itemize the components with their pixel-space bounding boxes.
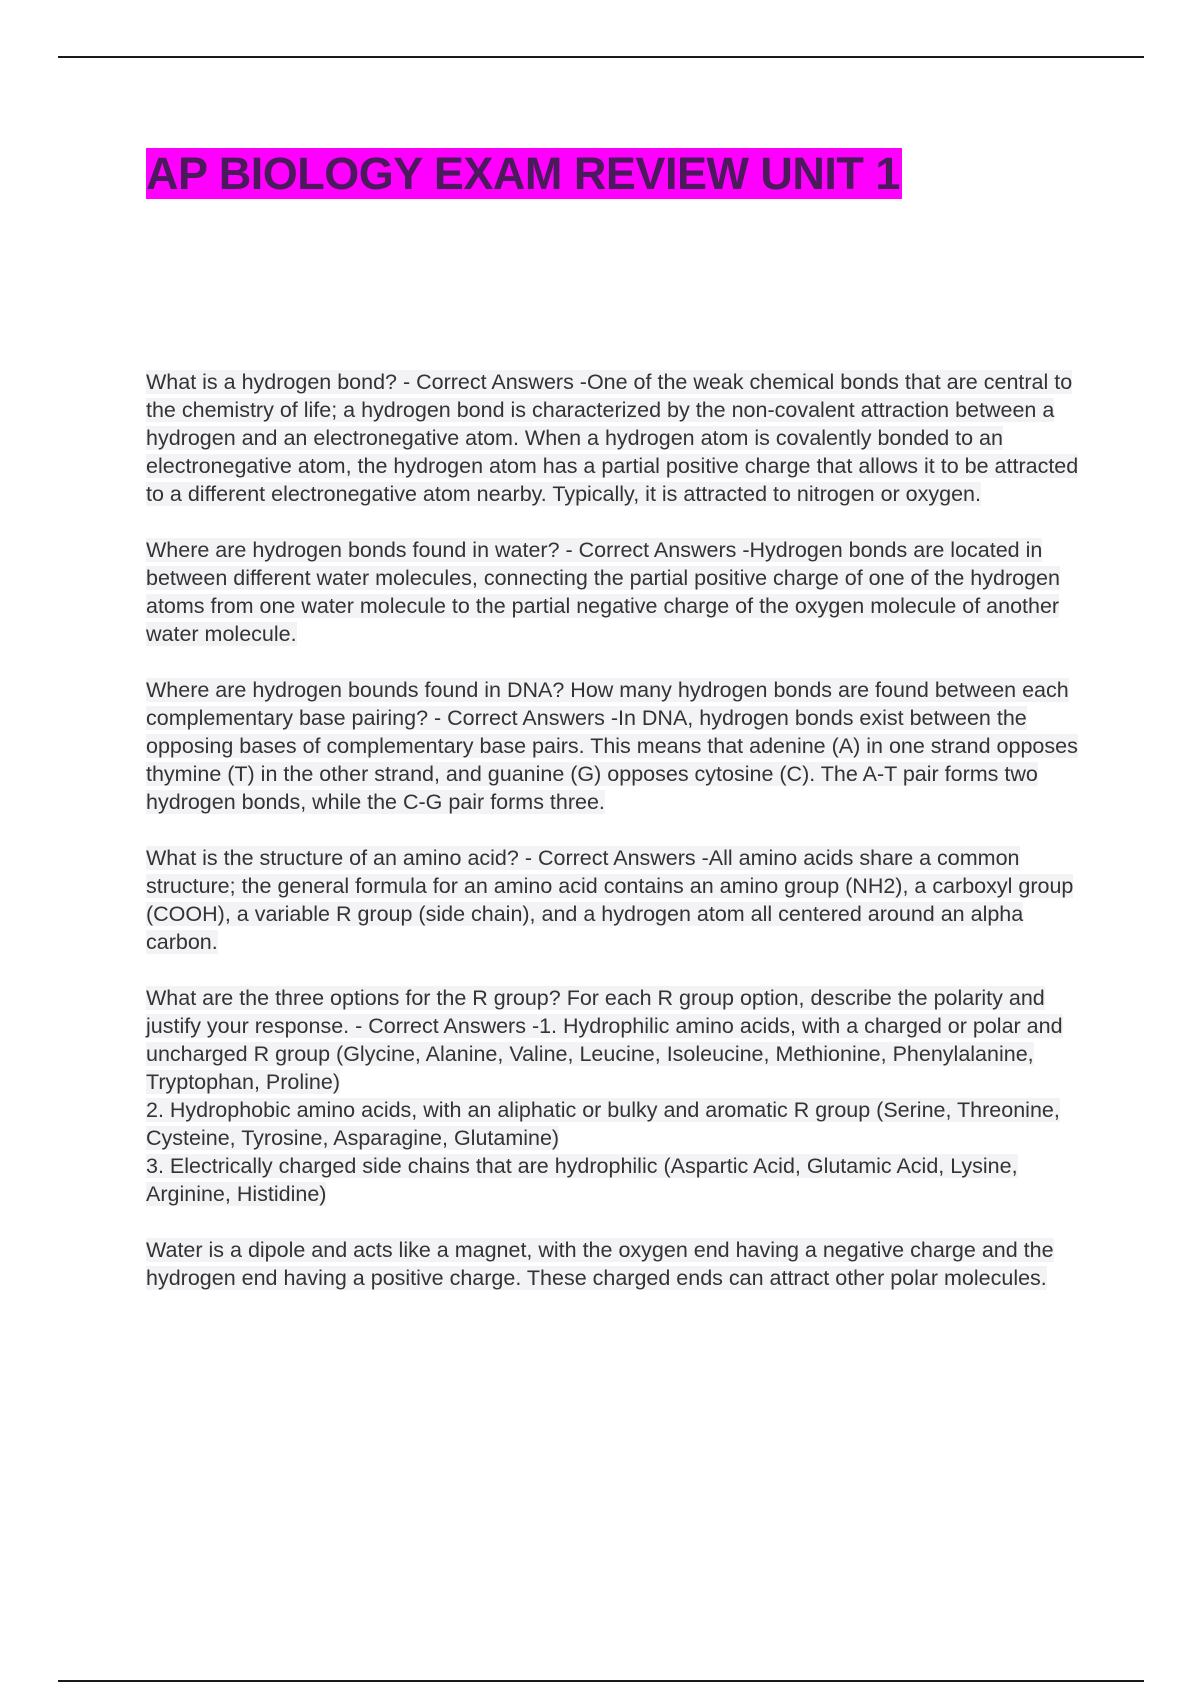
qa-text: [146, 1096, 1096, 1152]
qa-text: Water is a dipole and acts like a magnet, with the oxygen end having a negative charge and the hydrogen end having a positive charge. These charged ends can attract other polar molecules.: [146, 1238, 1054, 1290]
qa-line: 3. Electrically charged side chains that are hydrophilic (Aspartic Acid, Glutamic Acid, Lysine, Arginine, Histidine): [146, 1154, 1018, 1206]
page-title: [146, 148, 902, 200]
title-highlight: AP BIOLOGY EXAM REVIEW UNIT 1: [146, 148, 900, 199]
qa-entry-hydrogen-bonds-dna: [146, 676, 1096, 816]
qa-entry-r-group-options: [146, 984, 1096, 1208]
qa-text: What is the structure of an amino acid? - Correct Answers -All amino acids share a common structure; the general formula for an amino acid contains an amino group (NH2), a carboxyl group (COOH), a variable R group (side chain), and a hydrogen atom all centered around an alpha carbon.: [146, 846, 1074, 954]
qa-entry-water-dipole: [146, 1236, 1096, 1292]
qa-text: [146, 1152, 1096, 1208]
qa-entry-hydrogen-bond: [146, 368, 1096, 508]
qa-line: What are the three options for the R group? For each R group option, describe the polarity and justify your response. - Correct Answers -1. Hydrophilic amino acids, with a charged or polar and uncharged R group (Glycine, Alanine, Valine, Leucine, Isoleucine, Methionine, Phenylalanine, Tryptophan, Proline): [146, 986, 1063, 1094]
qa-text: What is a hydrogen bond? - Correct Answers -One of the weak chemical bonds that are central to the chemistry of life; a hydrogen bond is characterized by the non-covalent attraction between a hydrogen and an electronegative atom. When a hydrogen atom is covalently bonded to an electronegative atom, the hydrogen atom has a partial positive charge that allows it to be attracted to a different electronegative atom nearby. Typically, it is attracted to nitrogen or oxygen.: [146, 370, 1079, 506]
qa-text: Where are hydrogen bounds found in DNA? How many hydrogen bonds are found between each complementary base pairing? - Correct Answers -In DNA, hydrogen bonds exist between the opposing bases of complementary base pairs. This means that adenine (A) in one strand opposes thymine (T) in the other strand, and guanine (G) opposes cytosine (C). The A-T pair forms two hydrogen bonds, while the C-G pair forms three.: [146, 678, 1078, 814]
qa-entry-amino-acid-structure: [146, 844, 1096, 956]
qa-line: 2. Hydrophobic amino acids, with an aliphatic or bulky and aromatic R group (Serine, Threonine, Cysteine, Tyrosine, Asparagine, Glutamine): [146, 1098, 1060, 1150]
qa-entry-hydrogen-bonds-water: [146, 536, 1096, 648]
qa-text: [146, 984, 1096, 1096]
qa-text: Where are hydrogen bonds found in water? - Correct Answers -Hydrogen bonds are located in between different water molecules, connecting the partial positive charge of one of the hydrogen atoms from one water molecule to the partial negative charge of the oxygen molecule of another water molecule.: [146, 538, 1060, 646]
document-body: [146, 368, 1096, 1320]
bottom-rule: [58, 1680, 1144, 1682]
top-rule: [58, 56, 1144, 58]
